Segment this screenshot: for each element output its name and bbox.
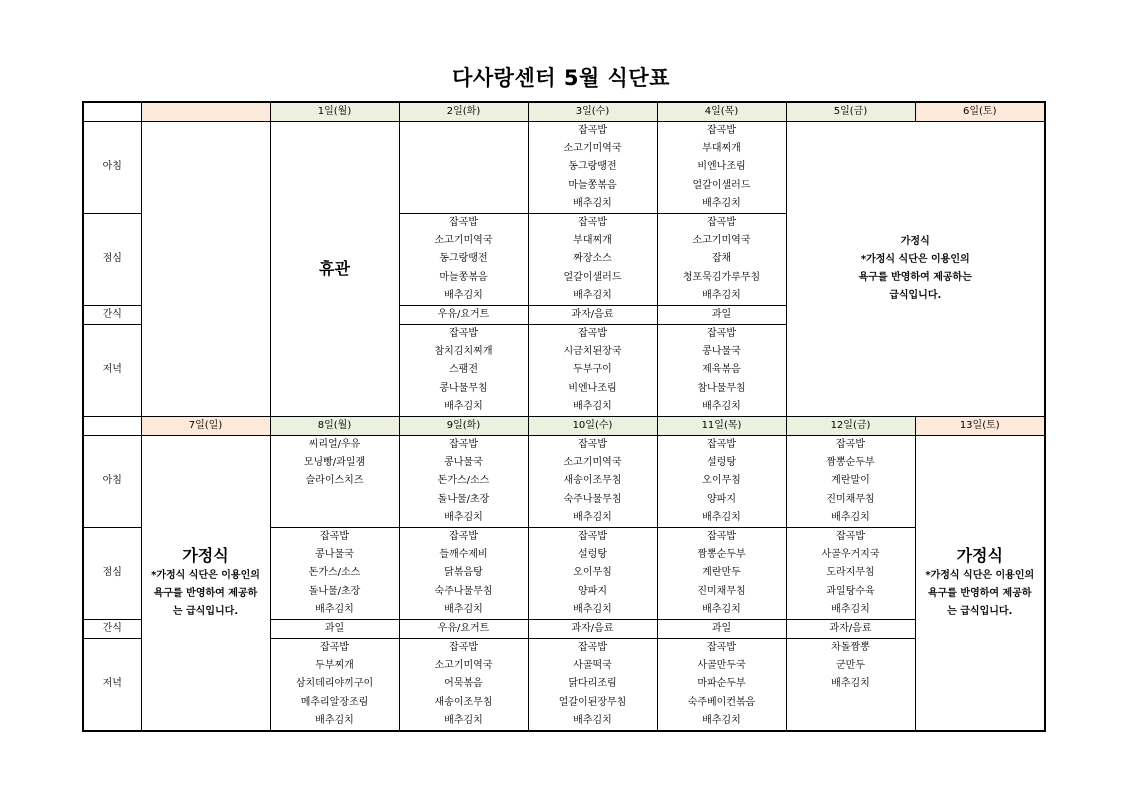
home-meal-note: *가정식 식단은 이용인의 [925, 570, 1035, 582]
dish-item: 돌나물/초장 [308, 585, 361, 597]
dish-item: 배추김치 [573, 511, 612, 523]
home-meal-note: 욕구를 반영하여 제공하 [927, 588, 1032, 600]
week2-wed-breakfast [528, 436, 657, 528]
meal-label-lunch: 점심 [83, 527, 141, 619]
dish-item: 배추김치 [573, 714, 612, 726]
dish-item: 소고기미역국 [563, 457, 622, 469]
date-cell: 11일(목) [657, 417, 786, 436]
dish-item: 잡곡밥 [707, 125, 736, 136]
dish-item: 들깨수제비 [439, 549, 488, 561]
dish-item: 진미채무침 [826, 493, 875, 505]
dish-item: 콩나물국 [315, 549, 354, 561]
dish-item: 삼치데리야끼구이 [295, 678, 374, 690]
week2-mon-breakfast [270, 436, 399, 528]
dish-item: 잡곡밥 [578, 439, 607, 451]
week2-tue-lunch [399, 527, 528, 619]
dish-item: 새송이조무침 [563, 475, 622, 487]
week1-wed-lunch [528, 213, 657, 305]
meal-label-dinner: 저녁 [83, 325, 141, 417]
week1-wed-dinner [528, 325, 657, 417]
dish-item: 콩나물국 [444, 457, 483, 469]
dish-item: 새송이조무침 [434, 696, 493, 708]
dish-item: 잡곡밥 [578, 216, 607, 228]
week2-mon-snack: 과일 [270, 619, 399, 638]
dish-item: 콩나물무침 [439, 382, 488, 394]
dish-item: 마파순두부 [697, 678, 746, 690]
dish-item: 사골만두국 [697, 660, 746, 672]
dish-item: 슬라이스치즈 [305, 475, 364, 487]
dish-item: 잡곡밥 [578, 125, 607, 136]
meal-label-snack: 간식 [83, 305, 141, 324]
week1-wed-breakfast [528, 122, 657, 214]
dish-item: 시금치된장국 [563, 346, 622, 358]
date-cell: 12일(금) [786, 417, 915, 436]
dish-item: 얼갈이된장무침 [558, 696, 627, 708]
dish-item: 배추김치 [702, 400, 741, 412]
dish-item [787, 694, 915, 712]
dish-item: 배추김치 [315, 603, 354, 615]
dish-item: 배추김치 [702, 714, 741, 726]
dish-item: 닭다리조림 [568, 678, 617, 690]
dish-item: 청포묵김가루무침 [682, 271, 761, 283]
dish-item: 배추김치 [444, 714, 483, 726]
week1-tue-breakfast [399, 122, 528, 214]
dish-item: 배추김치 [444, 289, 483, 301]
dish-item: 모닝빵/과일잼 [303, 457, 366, 469]
dish-item: 메추리알장조림 [300, 696, 369, 708]
dish-item: 배추김치 [315, 714, 354, 726]
dish-item: 마늘쫑볶음 [439, 271, 488, 283]
dish-item: 사골떡국 [573, 660, 612, 672]
week2-wed-lunch [528, 527, 657, 619]
week2-thu-dinner [657, 639, 786, 731]
home-meal-title: 가정식 [182, 546, 229, 566]
dish-item: 짬뽕순두부 [697, 549, 746, 561]
home-meal-note: 는 급식입니다. [947, 606, 1013, 618]
dish-item: 참나물무침 [697, 382, 746, 394]
dish-item: 배추김치 [573, 400, 612, 412]
week2-date-row [83, 417, 1045, 436]
dish-item: 배추김치 [444, 511, 483, 523]
dish-item: 배추김치 [702, 511, 741, 523]
week1-thu-snack: 과일 [657, 305, 786, 324]
dish-item: 잡곡밥 [836, 530, 865, 542]
dish-item: 잡곡밥 [707, 328, 736, 340]
dish-item: 두부찌개 [315, 660, 354, 672]
dish-item: 얼갈이샐러드 [692, 179, 751, 191]
dish-item: 잡곡밥 [707, 439, 736, 451]
week1-thu-breakfast [657, 122, 786, 214]
meal-label-lunch: 점심 [83, 213, 141, 305]
dish-item: 배추김치 [702, 289, 741, 301]
dish-item: 비엔나조림 [568, 382, 617, 394]
dish-item: 도라지무침 [826, 567, 875, 579]
week1-home-meal-cell [786, 122, 1045, 417]
date-cell: 6일(토) [915, 102, 1045, 122]
dish-item: 잡곡밥 [449, 530, 478, 542]
dish-item: 소고기미역국 [692, 235, 751, 247]
dish-item: 잡곡밥 [449, 439, 478, 451]
week1-wed-snack: 과자/음료 [528, 305, 657, 324]
week2-thu-lunch [657, 527, 786, 619]
dish-item: 배추김치 [702, 603, 741, 615]
week2-breakfast-row [83, 436, 1045, 528]
week2-wed-snack: 과자/음료 [528, 619, 657, 638]
dish-item [271, 509, 399, 527]
week1-sunday-empty [141, 122, 270, 417]
week1-date-row [83, 102, 1045, 122]
dish-item: 부대찌개 [573, 235, 612, 247]
dish-item: 잡곡밥 [836, 439, 865, 451]
dish-item [787, 712, 915, 730]
date-cell: 3일(수) [528, 102, 657, 122]
week2-thu-snack: 과일 [657, 619, 786, 638]
week2-fri-breakfast [786, 436, 915, 528]
dish-item: 부대찌개 [702, 143, 741, 155]
home-meal-note: *가정식 식단은 이용인의 [860, 254, 970, 265]
week2-wed-dinner [528, 639, 657, 731]
week1-breakfast-row [83, 122, 1045, 214]
home-meal-title: 가정식 [956, 546, 1003, 566]
dish-item: 잡곡밥 [449, 328, 478, 340]
home-meal-note: 욕구를 반영하여 제공하 [153, 588, 258, 600]
meal-label-dinner: 저녁 [83, 639, 141, 731]
week2-sunday-home-meal [141, 436, 270, 732]
dish-item: 배추김치 [573, 603, 612, 615]
dish-item: 소고기미역국 [434, 660, 493, 672]
week2-mon-dinner [270, 639, 399, 731]
dish-item: 오이무침 [573, 567, 612, 579]
week2-fri-snack: 과자/음료 [786, 619, 915, 638]
date-cell: 8일(월) [270, 417, 399, 436]
dish-item: 잡곡밥 [578, 642, 607, 654]
date-cell: 5일(금) [786, 102, 915, 122]
week2-tue-breakfast [399, 436, 528, 528]
home-meal-note: 급식입니다. [889, 290, 942, 301]
week2-fri-dinner [786, 639, 915, 731]
week2-tue-snack: 우유/요거트 [399, 619, 528, 638]
dish-item: 설렁탕 [707, 457, 736, 469]
dish-item: 돌나물/초장 [437, 493, 490, 505]
dish-item: 배추김치 [831, 603, 870, 615]
dish-item: 잡곡밥 [707, 216, 736, 228]
dish-item: 양파지 [578, 585, 607, 597]
dish-item: 잡채 [711, 253, 732, 265]
dish-item: 동그랑땡전 [568, 161, 617, 173]
home-meal-note: *가정식 식단은 이용인의 [151, 570, 260, 582]
dish-item: 사골우거지국 [821, 549, 880, 561]
dish-item: 진미채무침 [697, 585, 746, 597]
dish-item: 잡곡밥 [320, 642, 349, 654]
dish-item: 마늘쫑볶음 [568, 179, 617, 191]
dish-item: 잡곡밥 [707, 642, 736, 654]
dish-item: 짜장소스 [573, 253, 612, 265]
dish-item: 닭볶음탕 [444, 567, 483, 579]
dish-item: 짬뽕순두부 [826, 457, 875, 469]
dish-item: 군만두 [836, 660, 865, 672]
corner-cell [83, 102, 141, 122]
dish-item: 소고기미역국 [563, 143, 622, 155]
week1-closed-cell [270, 122, 399, 417]
dish-item: 얼갈이샐러드 [563, 271, 622, 283]
dish-item: 소고기미역국 [434, 235, 493, 247]
dish-item: 배추김치 [573, 289, 612, 301]
dish-item: 계란말이 [831, 475, 870, 487]
dish-item: 잡곡밥 [707, 530, 736, 542]
dish-item: 오이무침 [702, 475, 741, 487]
dish-item: 설렁탕 [578, 549, 607, 561]
dish-item: 잡곡밥 [449, 642, 478, 654]
dish-item: 숙주베이컨볶음 [687, 696, 756, 708]
date-cell: 4일(목) [657, 102, 786, 122]
date-cell: 7일(일) [141, 417, 270, 436]
week1-tue-dinner [399, 325, 528, 417]
meal-label-breakfast: 아침 [83, 436, 141, 528]
week1-thu-lunch [657, 213, 786, 305]
dish-item: 숙주나물무침 [434, 585, 493, 597]
corner-cell [83, 417, 141, 436]
week1-tue-snack: 우유/요거트 [399, 305, 528, 324]
dish-item: 배추김치 [831, 511, 870, 523]
week2-mon-lunch [270, 527, 399, 619]
dish-item: 차돌짬뽕 [831, 642, 870, 654]
week1-thu-dinner [657, 325, 786, 417]
date-cell: 9일(화) [399, 417, 528, 436]
dish-item: 콩나물국 [702, 346, 741, 358]
dish-item: 배추김치 [573, 197, 612, 209]
dish-item: 스팸전 [449, 364, 478, 376]
week2-thu-breakfast [657, 436, 786, 528]
date-cell: 1일(월) [270, 102, 399, 122]
dish-item: 잡곡밥 [578, 328, 607, 340]
dish-item: 배추김치 [831, 678, 870, 690]
week1-tue-lunch [399, 213, 528, 305]
dish-item: 잡곡밥 [449, 216, 478, 228]
dish-item: 양파지 [707, 493, 736, 505]
week2-fri-lunch [786, 527, 915, 619]
meal-plan-table [82, 101, 1046, 732]
dish-item: 제육볶음 [702, 364, 741, 376]
dish-item: 배추김치 [444, 603, 483, 615]
page-title: 다사랑센터 5월 식단표 [452, 66, 670, 90]
dish-item: 씨리얼/우유 [308, 439, 361, 451]
dish-item: 배추김치 [444, 400, 483, 412]
dish-item: 돈가스/소스 [308, 567, 361, 579]
week2-saturday-home-meal [915, 436, 1045, 732]
dish-item [271, 491, 399, 509]
home-meal-title: 가정식 [900, 236, 930, 247]
dish-item: 과일탕수육 [826, 585, 875, 597]
meal-label-snack: 간식 [83, 619, 141, 638]
dish-item: 어묵볶음 [444, 678, 483, 690]
date-cell: 2일(화) [399, 102, 528, 122]
home-meal-note: 는 급식입니다. [172, 606, 239, 618]
dish-item: 잡곡밥 [320, 530, 349, 542]
date-cell [141, 102, 270, 122]
dish-item: 참치김치찌개 [434, 346, 493, 358]
dish-item: 동그랑땡전 [439, 253, 488, 265]
home-meal-note: 욕구를 반영하여 제공하는 [858, 272, 972, 283]
date-cell: 10일(수) [528, 417, 657, 436]
dish-item: 잡곡밥 [578, 530, 607, 542]
meal-label-breakfast: 아침 [83, 122, 141, 214]
dish-item: 숙주나물무침 [563, 493, 622, 505]
closed-label: 휴관 [319, 259, 350, 278]
date-cell: 13일(토) [915, 417, 1045, 436]
dish-item: 배추김치 [702, 197, 741, 209]
dish-item: 계란만두 [702, 567, 741, 579]
dish-item: 비엔나조림 [697, 161, 746, 173]
week2-tue-dinner [399, 639, 528, 731]
dish-item: 두부구이 [573, 364, 612, 376]
dish-item: 돈가스/소스 [437, 475, 490, 487]
